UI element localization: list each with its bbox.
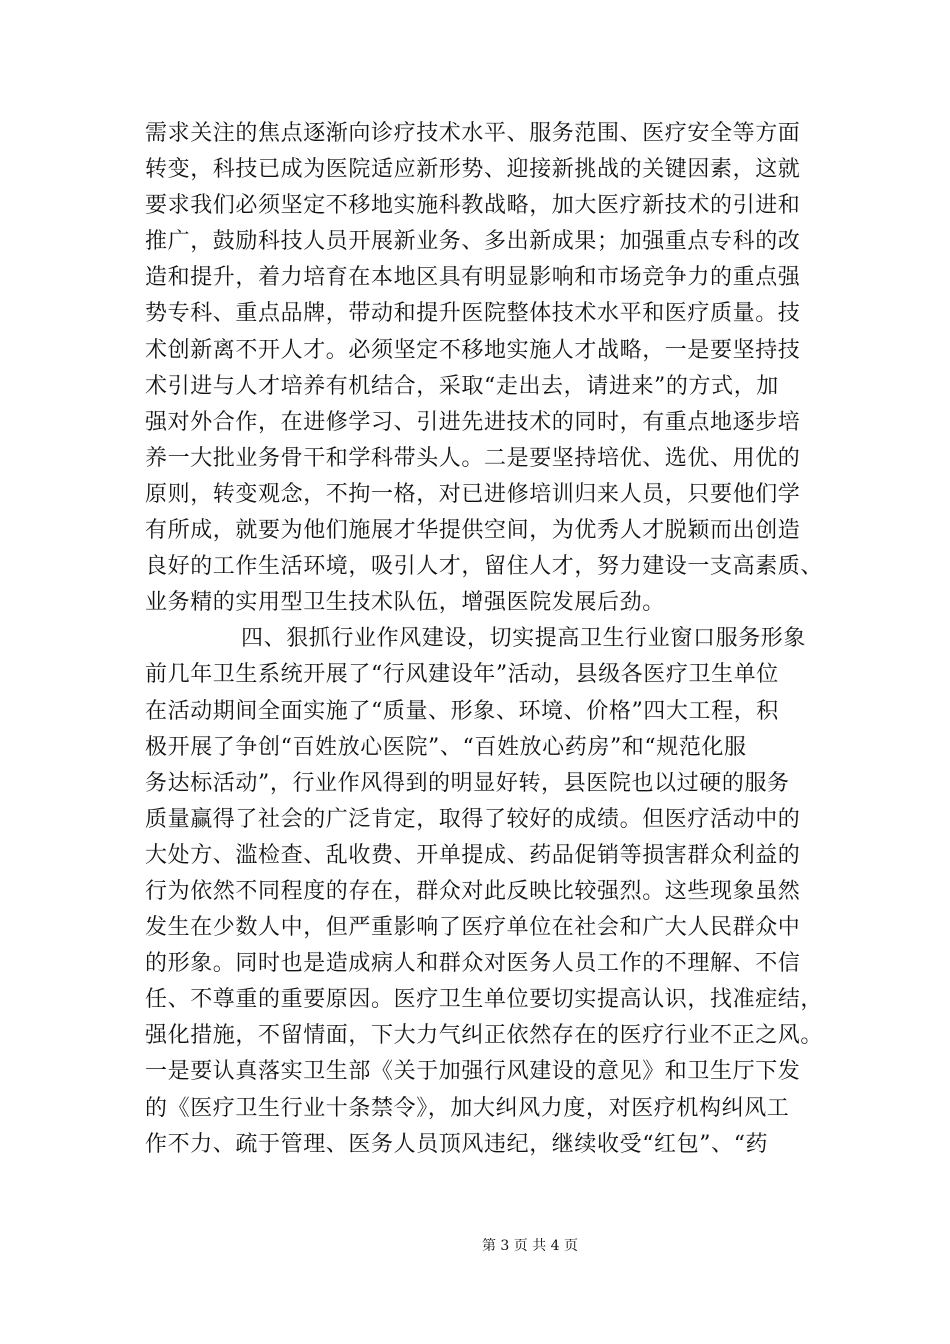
text-line: 前几年卫生系统开展了“行风建设年”活动，县级各医疗卫生单位 [145, 662, 779, 688]
text-line: 推广，鼓励科技人员开展新业务、多出新成果；加强重点专科的改 [145, 229, 801, 255]
text-line: 要求我们必须坚定不移地实施科教战略，加大医疗新技术的引进和 [145, 193, 801, 219]
text-line: 极开展了争创“百姓放心医院”、“百姓放心药房”和“规范化服 [145, 734, 747, 760]
text-line: 养一大批业务骨干和学科带头人。二是要坚持培优、选优、用优的 [145, 445, 801, 471]
text-line: 原则，转变观念，不拘一格，对已进修培训归来人员，只要他们学 [145, 481, 801, 507]
text-line: 行为依然不同程度的存在，群众对此反映比较强烈。这些现象虽然 [145, 878, 801, 904]
text-line: 发生在少数人中，但严重影响了医疗单位在社会和广大人民群众中 [145, 915, 801, 941]
text-line: 大处方、滥检查、乱收费、开单提成、药品促销等损害群众利益的 [145, 842, 801, 868]
body-text [145, 116, 825, 1163]
text-line: 的形象。同时也是造成病人和群众对医务人员工作的不理解、不信 [145, 951, 801, 977]
section-heading: 四、狠抓行业作风建设，切实提高卫生行业窗口服务形象 [241, 626, 807, 652]
text-line: 务达标活动”，行业作风得到的明显好转，县医院也以过硬的服务 [145, 770, 790, 796]
text-line: 强对外合作，在进修学习、引进先进技术的同时，有重点地逐步培 [145, 409, 801, 435]
page-number: 第 3 页 共 4 页 [481, 1238, 579, 1254]
text-line: 在活动期间全面实施了“质量、形象、环境、价格”四大工程，积 [145, 698, 779, 724]
text-line: 强化措施，不留情面，下大力气纠正依然存在的医疗行业不正之风。 [145, 1023, 824, 1049]
text-line: 作不力、疏于管理、医务人员顶风违纪，继续收受“红包”、“药 [145, 1131, 769, 1157]
text-line: 业务精的实用型卫生技术队伍，增强医院发展后劲。 [145, 590, 665, 616]
text-line: 术创新离不开人才。必须坚定不移地实施人才战略，一是要坚持技 [145, 337, 801, 363]
text-line: 任、不尊重的重要原因。医疗卫生单位要切实提高认识，找准症结， [145, 987, 824, 1013]
text-line: 术引进与人才培养有机结合，采取“走出去，请进来”的方式，加 [145, 373, 779, 399]
text-line: 一是要认真落实卫生部《关于加强行风建设的意见》和卫生厅下发 [145, 1059, 801, 1085]
text-line: 势专科、重点品牌，带动和提升医院整体技术水平和医疗质量。技 [145, 301, 801, 327]
text-line: 有所成，就要为他们施展才华提供空间，为优秀人才脱颖而出创造 [145, 518, 801, 544]
text-line: 质量赢得了社会的广泛肯定，取得了较好的成绩。但医疗活动中的 [145, 806, 801, 832]
text-line: 转变，科技已成为医院适应新形势、迎接新挑战的关键因素，这就 [145, 157, 801, 183]
text-line: 良好的工作生活环境，吸引人才，留住人才，努力建设一支高素质、 [145, 554, 824, 580]
text-line: 需求关注的焦点逐渐向诊疗技术水平、服务范围、医疗安全等方面 [145, 121, 801, 146]
text-line: 的《医疗卫生行业十条禁令》，加大纠风力度，对医疗机构纠风工 [145, 1095, 790, 1121]
text-line: 造和提升，着力培育在本地区具有明显影响和市场竞争力的重点强 [145, 265, 801, 291]
